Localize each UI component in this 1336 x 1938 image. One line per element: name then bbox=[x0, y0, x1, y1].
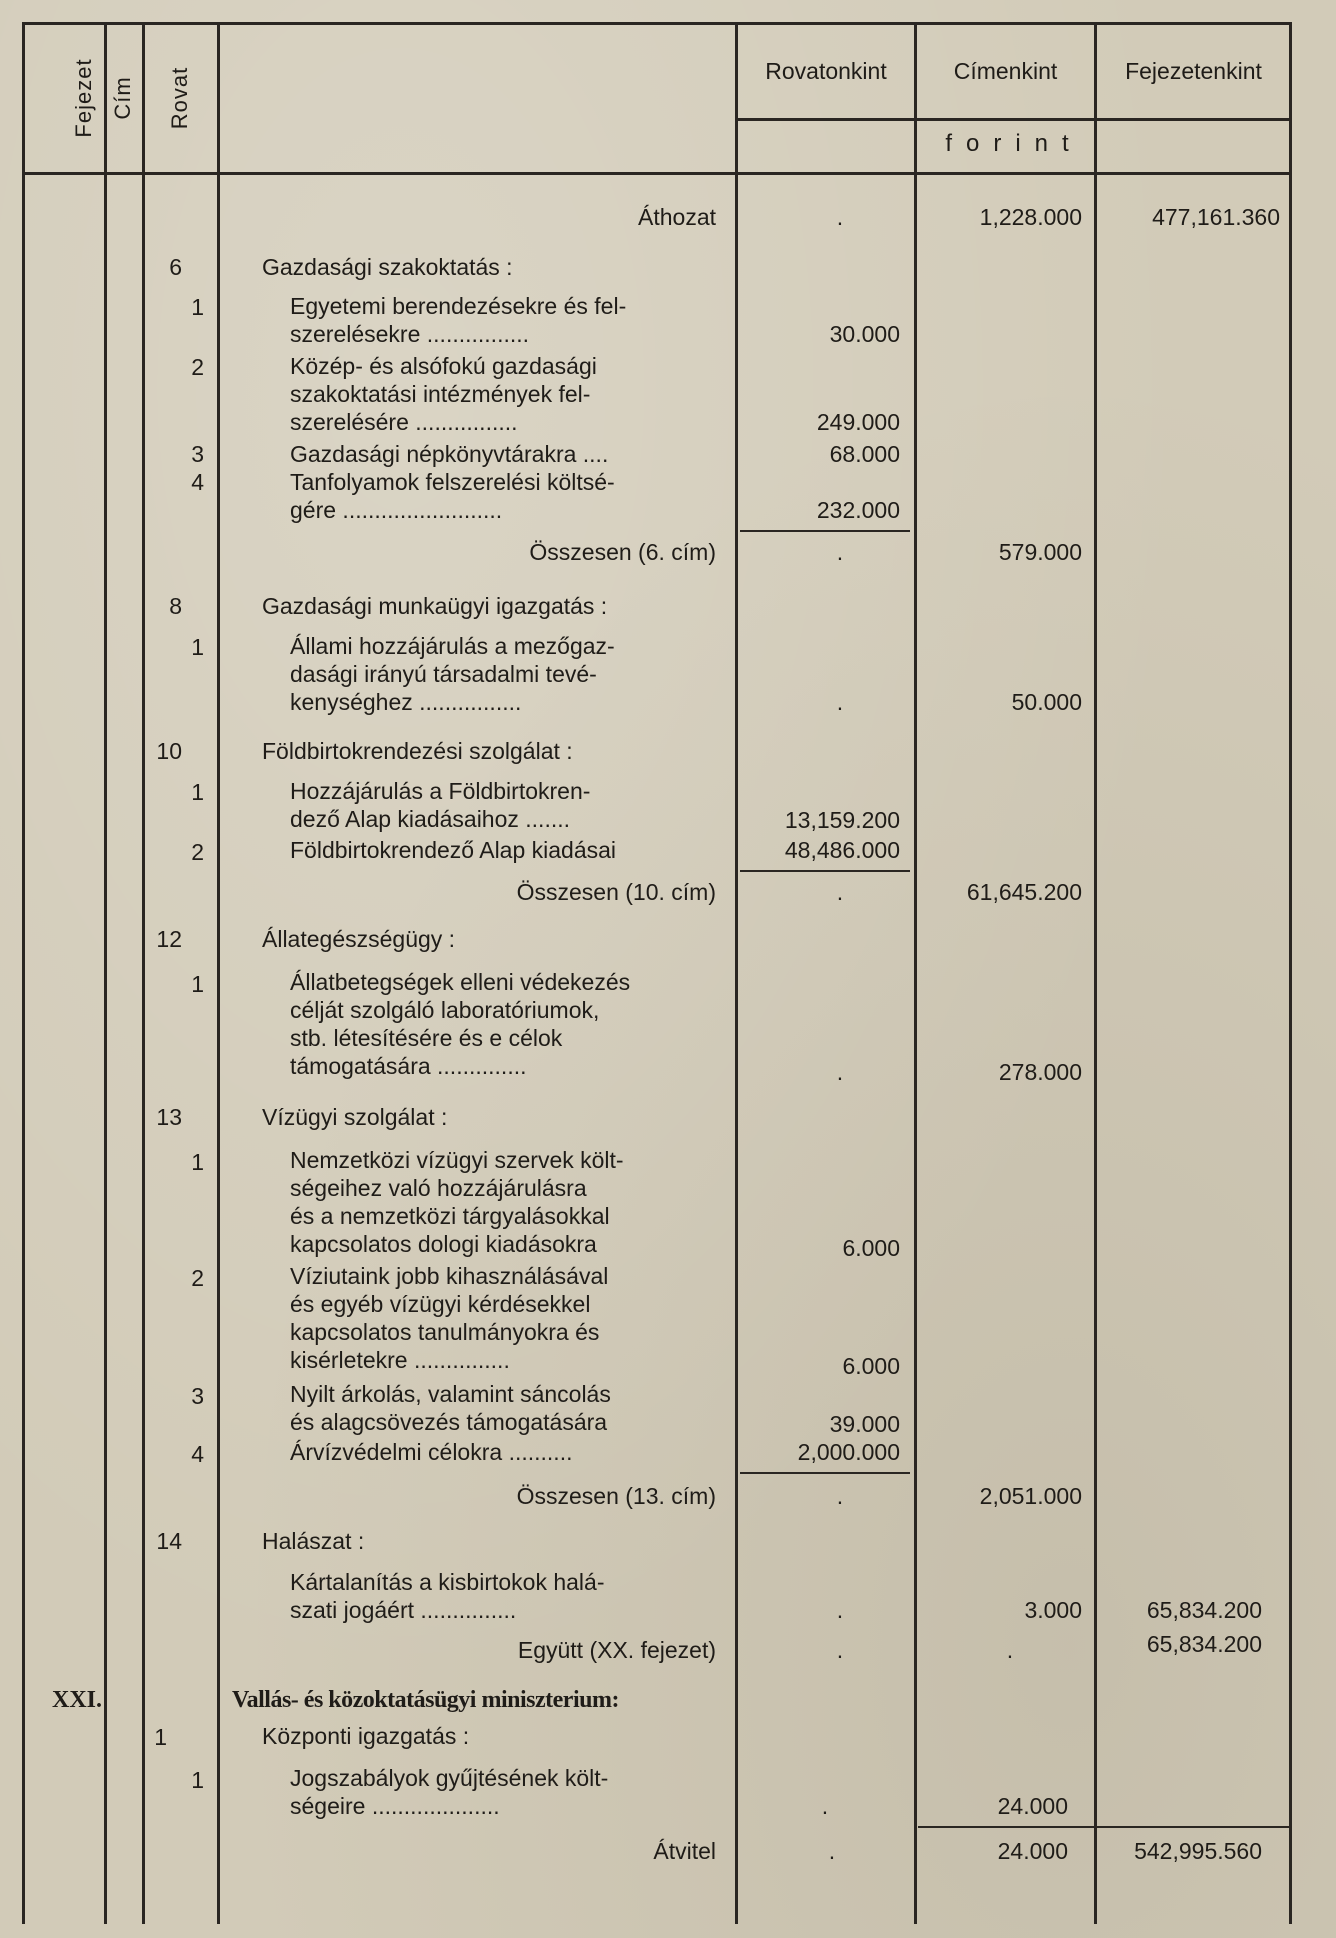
sum-13-cim: 2,051.000 bbox=[979, 1483, 1082, 1509]
rovat-12-1-dot: . bbox=[836, 1059, 844, 1085]
cim-8-title: Gazdasági munkaügyi igazgatás : bbox=[262, 593, 608, 619]
rovat-6-3-amount: 68.000 bbox=[829, 441, 900, 467]
rovat-12-1-cim: 278.000 bbox=[998, 1059, 1082, 1085]
header-bottom-line bbox=[22, 172, 1292, 175]
divider-cim bbox=[142, 22, 145, 1924]
unit-label: forint bbox=[945, 130, 1083, 157]
rovat-10-2-number: 2 bbox=[191, 839, 204, 865]
subtotal-line-13 bbox=[740, 1472, 910, 1474]
xxi-rovat-1-cim: 24.000 bbox=[997, 1793, 1068, 1819]
atvitel-dot: . bbox=[828, 1838, 836, 1864]
atvitel-cim: 24.000 bbox=[997, 1838, 1068, 1864]
xxi-cim-1-number: 1 bbox=[154, 1724, 167, 1750]
rovat-8-1-number: 1 bbox=[191, 634, 204, 660]
divider-fejezet bbox=[104, 22, 107, 1924]
cim-8-number: 8 bbox=[169, 593, 182, 619]
cim-13-title: Vízügyi szolgálat : bbox=[262, 1104, 448, 1130]
rovat-8-1-cim: 50.000 bbox=[1011, 689, 1082, 715]
fejezet-xxi-number: XXI. bbox=[52, 1687, 103, 1713]
cim-14-title: Halászat : bbox=[262, 1528, 365, 1554]
rovat-10-1-text: Hozzájárulás a Földbirtokren- dező Alap kiadásaihoz ....... bbox=[290, 778, 591, 832]
rovat-10-1-amount: 13,159.200 bbox=[784, 807, 900, 833]
subtotal-line-6 bbox=[740, 530, 910, 532]
divider-rovatonkint bbox=[914, 22, 917, 1924]
divider-cimenkint bbox=[1094, 22, 1097, 1924]
header-rovat: Rovat bbox=[167, 66, 192, 130]
rovat-6-2-number: 2 bbox=[191, 354, 204, 380]
sum-6-label: Összesen (6. cím) bbox=[529, 539, 716, 565]
header-fejezetenkint: Fejezetenkint bbox=[1125, 58, 1262, 84]
rovat-6-4-number: 4 bbox=[191, 469, 204, 495]
rovat-6-1-text: Egyetemi berendezésekre és fel- szerelésekre ................ bbox=[290, 293, 627, 347]
atvitel-label: Átvitel bbox=[653, 1838, 716, 1864]
xxi-cim-1-title: Központi igazgatás : bbox=[262, 1723, 470, 1749]
rovat-10-2-amount: 48,486.000 bbox=[784, 837, 900, 863]
egyutt-label: Együtt (XX. fejezet) bbox=[517, 1637, 716, 1663]
xxi-rovat-1-dot: . bbox=[821, 1793, 829, 1819]
cim-10-title: Földbirtokrendezési szolgálat : bbox=[262, 738, 573, 764]
rovat-13-4-text: Árvízvédelmi célokra .......... bbox=[290, 1439, 573, 1465]
sum-13-label: Összesen (13. cím) bbox=[516, 1483, 716, 1509]
rovat-13-1-number: 1 bbox=[191, 1149, 204, 1175]
rovat-6-1-amount: 30.000 bbox=[829, 321, 900, 347]
sum-10-label: Összesen (10. cím) bbox=[516, 879, 716, 905]
rovat-14-cim: 3.000 bbox=[1024, 1597, 1082, 1623]
rovat-13-2-amount: 6.000 bbox=[842, 1353, 900, 1379]
sum-13-dot: . bbox=[836, 1483, 844, 1509]
rovat-6-3-number: 3 bbox=[191, 441, 204, 467]
cim-10-number: 10 bbox=[156, 738, 182, 764]
sum-10-dot: . bbox=[836, 879, 844, 905]
rovat-13-4-amount: 2,000.000 bbox=[797, 1439, 900, 1465]
athozat-dot: . bbox=[836, 204, 844, 230]
rovat-10-2-text: Földbirtokrendező Alap kiadásai bbox=[290, 837, 617, 863]
header-divider bbox=[735, 118, 1290, 121]
cim-12-title: Állategészségügy : bbox=[262, 926, 456, 952]
rovat-13-2-number: 2 bbox=[191, 1265, 204, 1291]
cim-13-number: 13 bbox=[156, 1104, 182, 1130]
xxi-rovat-1-text: Jogszabályok gyűjtésének költ- ségeire .................... bbox=[290, 1765, 609, 1819]
sum-6-dot: . bbox=[836, 539, 844, 565]
athozat-label: Áthozat bbox=[638, 204, 716, 230]
cim-6-title: Gazdasági szakoktatás : bbox=[262, 254, 513, 280]
xxi-rovat-1-number: 1 bbox=[191, 1767, 204, 1793]
cim-12-number: 12 bbox=[156, 926, 182, 952]
cim-14-number: 14 bbox=[156, 1528, 182, 1554]
athozat-cim: 1,228.000 bbox=[979, 204, 1082, 230]
rovat-6-3-text: Gazdasági népkönyvtárakra .... bbox=[290, 441, 609, 467]
rovat-13-3-number: 3 bbox=[191, 1383, 204, 1409]
rovat-10-1-number: 1 bbox=[191, 779, 204, 805]
rovat-12-1-number: 1 bbox=[191, 971, 204, 997]
cim-6-number: 6 bbox=[169, 254, 182, 280]
rovat-14-dot: . bbox=[836, 1597, 844, 1623]
egyutt-dot-2: . bbox=[1006, 1637, 1014, 1663]
sum-10-cim: 61,645.200 bbox=[966, 879, 1082, 905]
rovat-12-1-text: Állatbetegségek elleni védekezés célját szolgáló laboratóriumok, stb. létesítésére és e célok támogatására .............. bbox=[290, 969, 631, 1079]
header-fejezet: Fejezet bbox=[71, 58, 96, 138]
header-cimenkint: Címenkint bbox=[953, 58, 1058, 84]
divider-text bbox=[735, 22, 738, 1924]
header-cim: Cím bbox=[110, 76, 135, 120]
rovat-13-2-text: Víziutaink jobb kihasználásával és egyéb vízügyi kérdésekkel kapcsolatos tanulmányokra és kisérletekre ............... bbox=[290, 1263, 609, 1373]
divider-rovat bbox=[217, 22, 220, 1924]
rovat-13-1-amount: 6.000 bbox=[842, 1235, 900, 1261]
rovat-13-3-text: Nyilt árkolás, valamint sáncolás és alagcsövezés támogatására bbox=[290, 1381, 611, 1435]
athozat-fejezet: 477,161.360 bbox=[1152, 204, 1280, 230]
rovat-13-1-text: Nemzetközi vízügyi szervek költ- ségeihez való hozzájárulásra és a nemzetközi tárgyalásokkal kapcsolatos dologi kiadásokra bbox=[290, 1147, 624, 1257]
sum-6-cim: 579.000 bbox=[998, 539, 1082, 565]
rovat-8-1-text: Állami hozzájárulás a mezőgaz- dasági irányú társadalmi tevé- kenységhez ................ bbox=[290, 633, 615, 715]
rovat-6-1-number: 1 bbox=[191, 294, 204, 320]
subtotal-line-10 bbox=[740, 870, 910, 872]
atvitel-fejezet: 542,995.560 bbox=[1134, 1838, 1262, 1864]
egyutt-fejezet: 65,834.200 bbox=[1146, 1631, 1262, 1657]
rovat-14-fejezet: 65,834.200 bbox=[1146, 1597, 1262, 1623]
egyutt-dot-1: . bbox=[836, 1637, 844, 1663]
rovat-6-4-amount: 232.000 bbox=[816, 497, 900, 523]
rovat-6-2-amount: 249.000 bbox=[816, 409, 900, 435]
rovat-13-3-amount: 39.000 bbox=[829, 1411, 900, 1437]
rovat-8-1-dot: . bbox=[836, 689, 844, 715]
rovat-6-2-text: Közép- és alsófokú gazdasági szakoktatási intézmények fel- szerelésére ................ bbox=[290, 353, 597, 435]
rovat-14-text: Kártalanítás a kisbirtokok halá- szati jogáért ............... bbox=[290, 1569, 605, 1623]
subtotal-line-atvitel bbox=[918, 1826, 1290, 1828]
rovat-6-4-text: Tanfolyamok felszerelési költsé- gére ......................... bbox=[290, 469, 615, 523]
fejezet-xxi-title: Vallás- és közoktatásügyi miniszterium: bbox=[232, 1687, 619, 1713]
header-rovatonkint: Rovatonkint bbox=[765, 58, 887, 84]
rovat-13-4-number: 4 bbox=[191, 1441, 204, 1467]
